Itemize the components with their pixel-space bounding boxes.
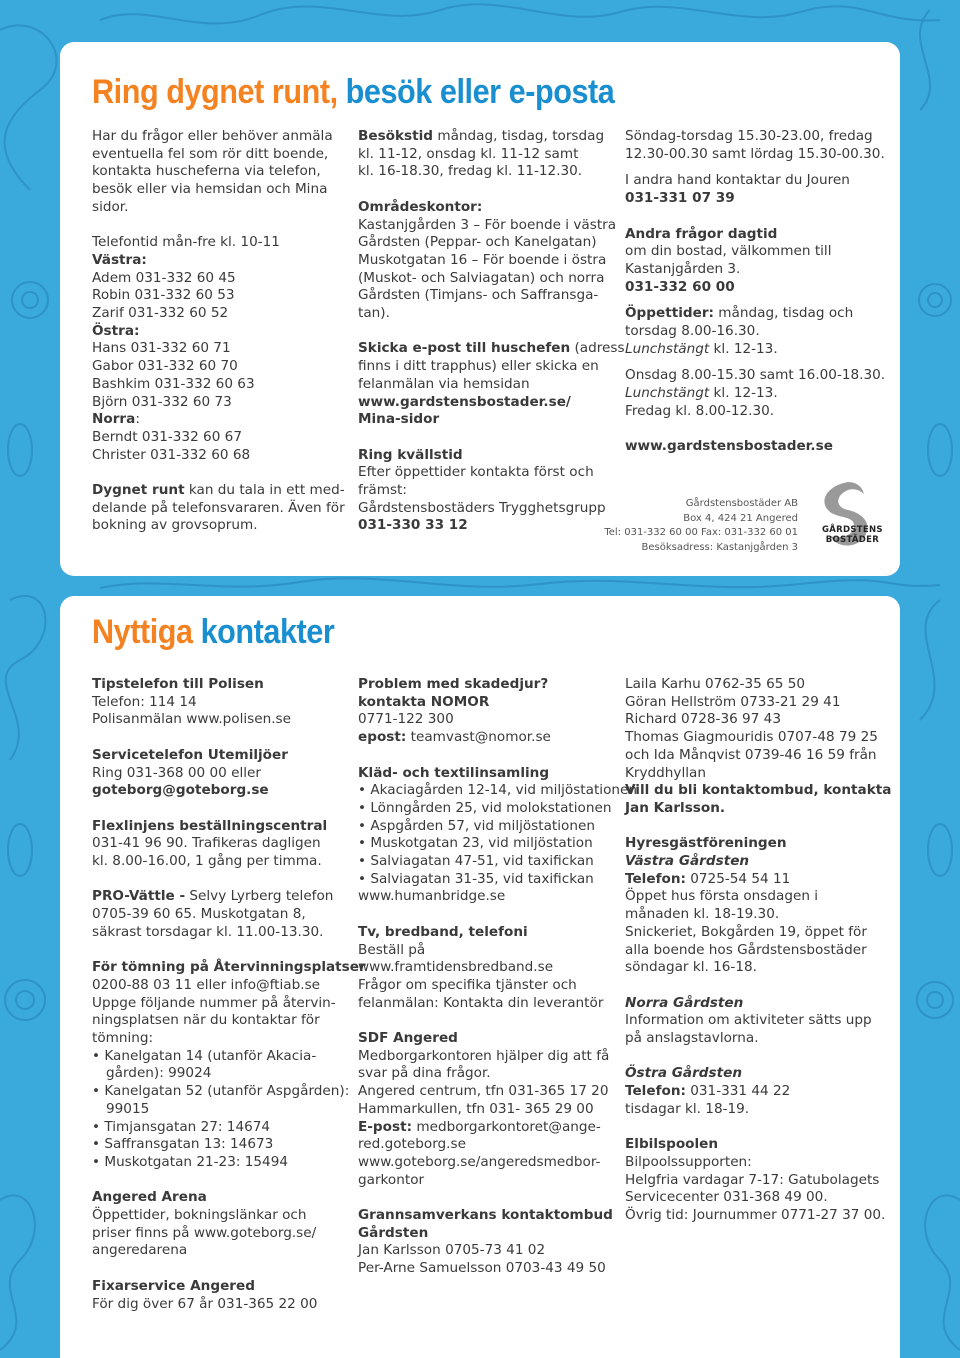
company-address: Gårdstensbostäder AB Box 4, 424 21 Angered Tel: 031-332 60 00 Fax: 031-332 60 01 Besöksadress: Kastanjgården 3 (604, 498, 798, 553)
section-heading-nyttiga: Nyttiga kontakter (92, 613, 335, 651)
text-line: priser finns på www.goteborg.se/ (92, 1224, 317, 1241)
text-line: Kryddhyllan (625, 764, 706, 781)
text-line: PRO-Vättle - Selvy Lyrberg telefon (92, 888, 334, 905)
text-line: månaden kl. 18-19.30. (625, 906, 780, 923)
jouren-text: I andra hand kontaktar du Jouren (625, 172, 850, 189)
omradeskontor-label: Områdeskontor: (358, 198, 483, 215)
section-label: Vill du bli kontaktombud, kontakta (625, 782, 892, 799)
text-line: ningsplatsen när du kontaktar för (92, 1012, 320, 1029)
text-line: kl. 8.00-16.00, 1 gång per timma. (92, 853, 322, 869)
text-line: felanmälan: Kontakta din leverantör (358, 994, 604, 1011)
section-heading-ring: Ring dygnet runt, besök eller e-posta (92, 73, 615, 111)
subsection-label: Västra Gårdsten (625, 853, 750, 870)
text-line: Uppge följande nummer på återvin- (92, 994, 336, 1011)
text-line: • Muskotgatan 23, vid miljöstation (358, 835, 593, 852)
ostra-label: Östra: (92, 322, 140, 339)
text-line: • Lönngården 25, vid molokstationen (358, 799, 612, 816)
text-line: angeredarena (92, 1242, 188, 1259)
text-line: Hammarkullen, tfn 031- 365 29 00 (358, 1100, 594, 1117)
p2-column-2 (358, 676, 637, 1278)
text-line: på anslagstavlorna. (625, 1030, 759, 1047)
text-line: Telefon: 114 14 (92, 693, 197, 710)
section-label: SDF Angered (358, 1030, 458, 1047)
text-line: Telefon: 031-331 44 22 (625, 1083, 791, 1100)
text-line: svar på dina frågor. (358, 1065, 491, 1082)
vastra-label: Västra: (92, 251, 147, 268)
intro-text: Har du frågor eller behöver anmäla eventuella fel som rör ditt boende, kontakta huscheferna via telefon, besök eller via hemsidan och Mina sidor. (92, 128, 333, 215)
section-label: Grannsamverkans kontaktombud (358, 1207, 613, 1224)
oppettider: Öppettider: måndag, tisdag och (625, 305, 854, 322)
text-line: gården): 99024 (106, 1065, 212, 1082)
text-line: Richard 0728-36 97 43 (625, 711, 781, 728)
logo-wordmark: GÅRDSTENS BOSTÄDER (822, 525, 883, 545)
section-label: Tipstelefon till Polisen (92, 676, 264, 692)
text-line: Angered centrum, tfn 031-365 17 20 (358, 1083, 609, 1100)
besokstid: Besökstid måndag, tisdag, torsdag (358, 128, 605, 144)
text-line: E-post: medborgarkontoret@ange- (358, 1118, 601, 1135)
text-line: Telefon: 0725-54 54 11 (625, 870, 791, 887)
contact-line: Bashkim 031-332 60 63 (92, 375, 255, 392)
text-line: www.goteborg.se/angeredsmedbor- (358, 1153, 601, 1170)
section-label: goteborg@goteborg.se (92, 782, 269, 799)
text-line: Beställ på (358, 941, 426, 958)
section-label: Tv, bredband, telefoni (358, 923, 528, 940)
text-line: • Kanelgatan 14 (utanför Akacia- (92, 1047, 317, 1064)
dygnet-text: Dygnet runt kan du tala in ett med- (92, 482, 345, 499)
telefontid-label: Telefontid mån-fre kl. 10-11 (92, 234, 280, 251)
text-line: Snickeriet, Bokgården 19, öppet för (625, 923, 867, 940)
section-label: Kläd- och textilinsamling (358, 764, 550, 781)
jouren-number: 031-331 07 39 (625, 190, 735, 207)
text-line: söndagar kl. 16-18. (625, 959, 757, 976)
text-line: • Timjansgatan 27: 14674 (92, 1118, 271, 1135)
text-line: Öppet hus första onsdagen i (625, 888, 819, 905)
text-line: För dig över 67 år 031-365 22 00 (92, 1295, 318, 1312)
andra-fragor-label: Andra frågor dagtid (625, 225, 778, 242)
text-line: • Salviagatan 47-51, vid taxifickan (358, 853, 594, 870)
text-line: red.goteborg.se (358, 1136, 466, 1153)
text-line: tömning: (92, 1030, 154, 1046)
contact-line: Adem 031-332 60 45 (92, 269, 236, 286)
contact-line: Christer 031-332 60 68 (92, 446, 251, 463)
section-label: Flexlinjens beställningscentral (92, 817, 328, 834)
section-label: kontakta NOMOR (358, 693, 490, 710)
norra-label: Norra: (92, 411, 140, 428)
website-link[interactable]: www.gardstensbostader.se (625, 438, 833, 455)
p1-column-1: Har du frågor eller behöver anmäla eventuella fel som rör ditt boende, kontakta huscheferna via telefon, besök eller via hemsidan och Mina sidor. Telefontid mån-fre kl. 10-11 Västra: Adem 031-332 60 45 Robin 031-332 60 53 Zarif 031-332 60 52 Östra: Hans 031-332 60 71 Gabor 031-332 60 70 Bashkim 031-332 60 63 Björn 031-332 60 73 Norra: Berndt 031-332 60 67 Christer 031-332 60 68 Dygnet runt kan du tala in ett med- delande på telefonsvararen. Även för bokning av grovsoprum. (92, 128, 345, 534)
trygghetsgrupp-number: 031-330 33 12 (358, 517, 468, 534)
section-label: Problem med skadedjur? (358, 676, 549, 692)
contact-line: Gabor 031-332 60 70 (92, 358, 238, 375)
text-line: Öppettider, bokningslänkar och (92, 1207, 307, 1224)
text-line: Medborgarkontoren hjälper dig att få (358, 1047, 610, 1064)
ring-kvallstid-label: Ring kvällstid (358, 446, 463, 463)
text-line: säkrast torsdagar kl. 11.00-13.30. (92, 923, 324, 940)
mina-sidor-link[interactable]: Mina-sidor (358, 411, 440, 428)
text-line: Per-Arne Samuelsson 0703-43 49 50 (358, 1260, 606, 1277)
text-line: Polisanmälan www.polisen.se (92, 711, 291, 728)
text-line: Servicecenter 031-368 49 00. (625, 1189, 828, 1206)
text-line: 0200-88 03 11 eller info@ftiab.se (92, 976, 321, 993)
text-line: Information om aktiviteter sätts upp (625, 1012, 872, 1029)
p2-column-1 (92, 676, 366, 1313)
section-label: Hyresgästföreningen (625, 835, 787, 852)
contact-line: Hans 031-332 60 71 (92, 340, 231, 357)
text-line: • Muskotgatan 21-23: 15494 (92, 1153, 289, 1170)
contact-line: Björn 031-332 60 73 (92, 393, 232, 410)
subsection-label: Östra Gårdsten (625, 1065, 743, 1082)
website-link[interactable]: www.gardstensbostader.se/ (358, 393, 571, 410)
text-line: 0771-122 300 (358, 711, 454, 728)
text-line: Laila Karhu 0762-35 65 50 (625, 676, 806, 692)
section-label: För tömning på Återvinningsplatser (92, 959, 366, 976)
text-line: • Salviagatan 31-35, vid taxifickan (358, 870, 594, 887)
section-label: Jan Karlsson. (625, 799, 726, 816)
subsection-label: Norra Gårdsten (625, 994, 744, 1011)
text-line: 99015 (106, 1100, 150, 1117)
section-label: Angered Arena (92, 1189, 207, 1206)
text-line: 031-41 96 90. Trafikeras dagligen (92, 835, 321, 852)
text-line: www.framtidensbredband.se (358, 959, 554, 976)
text-line: Jan Karlsson 0705-73 41 02 (358, 1242, 546, 1259)
text-line: 0705-39 60 65. Muskotgatan 8, (92, 906, 306, 923)
text-line: alla boende hos Gårdstensbostäder (625, 941, 867, 958)
text-line: och Ida Månqvist 0739-46 16 59 från (625, 746, 877, 763)
section-label: Servicetelefon Utemiljöer (92, 746, 288, 763)
text-line: www.humanbridge.se (358, 888, 506, 905)
text-line: Ring 031-368 00 00 eller (92, 764, 262, 781)
text-line: Övrig tid: Journummer 0771-27 37 00. (625, 1207, 886, 1224)
p1-column-2: Besökstid måndag, tisdag, torsdag kl. 11-12, onsdag kl. 11-12 samt kl. 16-18.30, fredag kl. 11-12.30. Områdeskontor: Kastanjgården 3 – För boende i västra Gårdsten (Peppar- och Kanelgatan) Muskotgatan 16 – För boende i östra (Muskot- och Salviagatan) och norra Gårdsten (Timjans- och Saffransga- tan). Skicka e-post till huschefen (adress finns i ditt trapphus) eller skicka en felanmälan via hemsidan www.gardstensbostader.se/ Mina-sidor Ring kvällstid Efter öppettider kontakta först och främst: Gårdstensbostäders Trygghetsgrupp 031-330 33 12 (358, 128, 625, 534)
text-line: Helgfria vardagar 7-17: Gatubolagets (625, 1171, 880, 1188)
text-line: • Kanelgatan 52 (utanför Aspgården): (92, 1083, 350, 1100)
text-line: • Aspgården 57, vid miljöstationen (358, 817, 595, 834)
text-line: tisdagar kl. 18-19. (625, 1100, 750, 1117)
section-label: Elbilspoolen (625, 1136, 719, 1153)
text-line: • Akaciagården 12-14, vid miljöstationen (358, 782, 637, 799)
text-line: Göran Hellström 0733-21 29 41 (625, 693, 841, 710)
text-line: Bilpoolssupporten: (625, 1153, 752, 1170)
text-line: garkontor (358, 1171, 425, 1188)
p1-column-3: Söndag-torsdag 15.30-23.00, fredag 12.30-00.30 samt lördag 15.30-00.30. I andra hand kontaktar du Jouren 031-331 07 39 Andra frågor dagtid om din bostad, välkommen till Kastanjgården 3. 031-332 60 00 Öppettider: måndag, tisdag och torsdag 8.00-16.30. Lunchstängt kl. 12-13. Onsdag 8.00-15.30 samt 16.00-18.30. Lunchstängt kl. 12-13. Fredag kl. 8.00-12.30. www.gardstensbostader.se (625, 128, 886, 455)
main-number: 031-332 60 00 (625, 278, 735, 295)
contact-line: Robin 031-332 60 53 (92, 287, 235, 304)
contact-line: Zarif 031-332 60 52 (92, 305, 229, 322)
text-line: • Saffransgatan 13: 14673 (92, 1136, 274, 1153)
text-line: Thomas Giagmouridis 0707-48 79 25 (625, 729, 878, 746)
section-label: Fixarservice Angered (92, 1277, 255, 1294)
contact-line: Berndt 031-332 60 67 (92, 428, 242, 445)
p2-column-3 (625, 676, 891, 1225)
text-line: Frågor om specifika tjänster och (358, 976, 577, 993)
skicka-epost: Skicka e-post till huschefen (adress (358, 340, 625, 357)
section-label: Gårdsten (358, 1224, 429, 1241)
text-line: epost: teamvast@nomor.se (358, 729, 551, 746)
